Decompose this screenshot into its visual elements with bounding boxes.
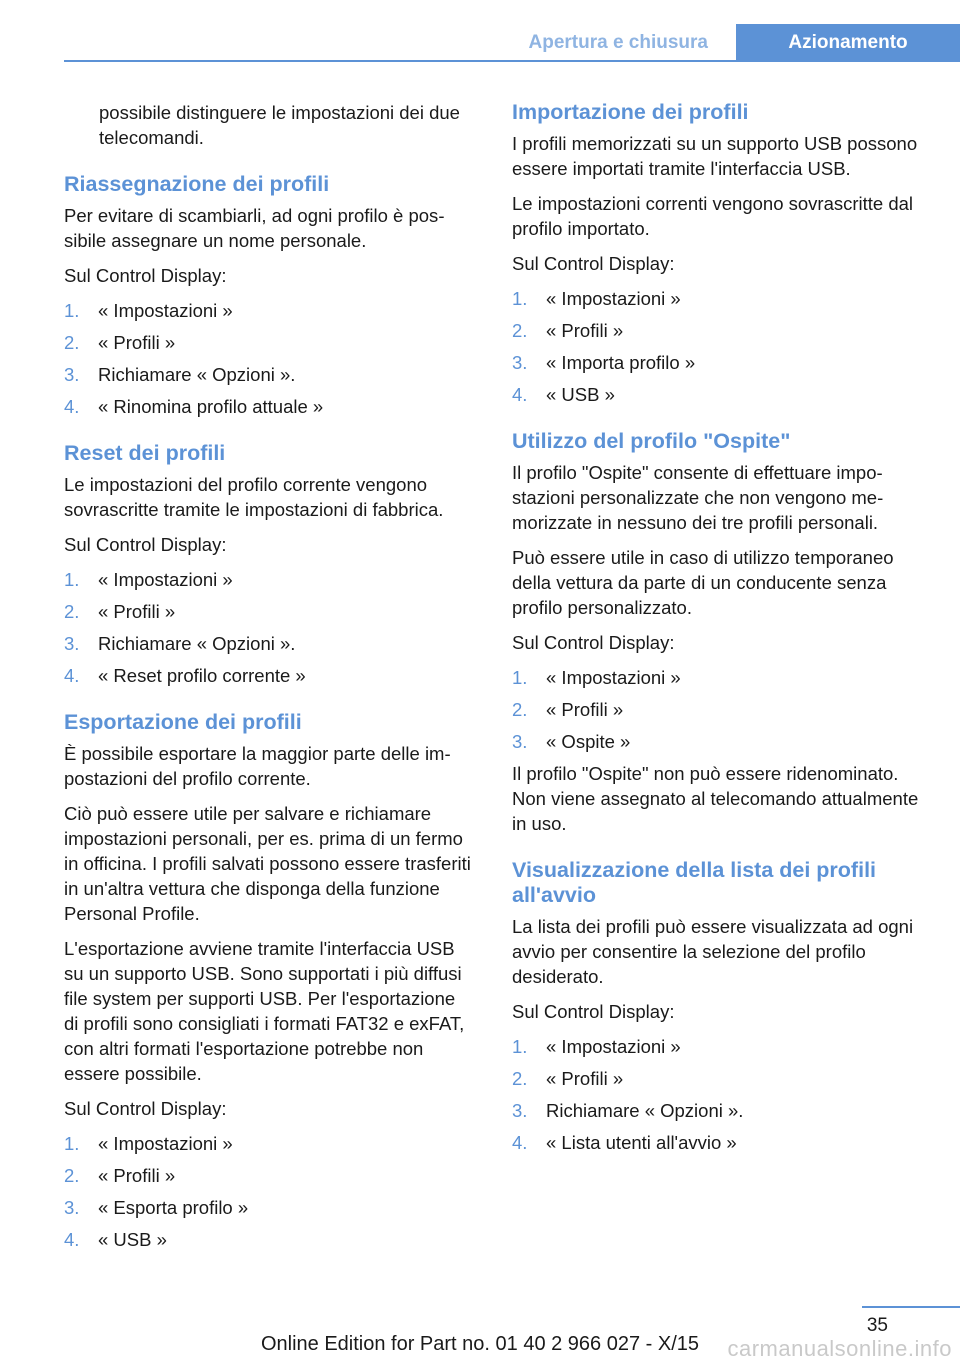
- list-item: [512, 318, 922, 343]
- edition-note: Online Edition for Part no. 01 40 2 966 027 - X/15: [260, 1333, 700, 1355]
- list-item: [64, 394, 474, 419]
- step-text: « Reset profilo corrente »: [98, 665, 306, 686]
- import-paragraph-2: Le impostazioni correnti vengono sovrascritte dal profilo importato.: [512, 193, 914, 239]
- startup-list-heading: Visualizzazione della lista dei profili all'avvio: [512, 858, 877, 907]
- export-paragraph-2: Ciò può essere utile per salvare e richiamare impostazioni personali, per es. prima di un fermo in officina. I profili salvati possono essere trasferiti in un'altra vettura che disponga della funzione Personal Profile.: [64, 803, 471, 924]
- rename-heading: Riassegnazione dei profili: [64, 172, 330, 196]
- guest-paragraph-1: Il profilo "Ospite" consente di effettuare impostazioni personalizzate che non vengono memorizzate in nessuno dei tre profili personali.: [512, 462, 884, 533]
- step-number: 2.: [512, 1068, 528, 1089]
- export-paragraph-3: L'esportazione avviene tramite l'interfaccia USB su un supporto USB. Sono supportati i più diffusi file system per supporti USB. Per l'esportazione di profili sono consigliati i formati FAT32 e exFAT, con altri formati l'esportazione potrebbe non essere possibile.: [64, 938, 465, 1084]
- export-paragraph-1: È possibile esportare la maggior parte delle impostazioni del profilo corrente.: [64, 743, 451, 789]
- page-header: [64, 24, 960, 62]
- step-number: 3.: [512, 1100, 528, 1121]
- right-column: [512, 100, 922, 1169]
- step-text: « Esporta profilo »: [98, 1197, 249, 1218]
- list-item: [64, 663, 474, 688]
- step-number: 4.: [512, 1132, 528, 1153]
- import-paragraph-1: I profili memorizzati su un supporto USB possono essere importati tramite l'interfaccia USB.: [512, 133, 918, 179]
- step-text: « Rinomina profilo attuale »: [98, 396, 324, 417]
- import-lead: Sul Control Display:: [512, 253, 675, 274]
- step-text: « Lista utenti all'avvio »: [546, 1132, 737, 1153]
- step-text: Richiamare « Opzioni ».: [546, 1100, 744, 1121]
- list-item: [512, 697, 922, 722]
- step-number: 3.: [512, 731, 528, 752]
- step-text: « Importa profilo »: [546, 352, 696, 373]
- step-text: « Profili »: [98, 1165, 176, 1186]
- step-number: 3.: [64, 633, 80, 654]
- list-item: [64, 1131, 474, 1156]
- step-number: 1.: [64, 300, 80, 321]
- step-number: 1.: [64, 1133, 80, 1154]
- step-number: 1.: [512, 288, 528, 309]
- list-item: [64, 1163, 474, 1188]
- list-item: [64, 567, 474, 592]
- reset-body: Le impostazioni del profilo corrente vengono sovrascritte tramite le impostazioni di fabbrica.: [64, 474, 444, 520]
- list-item: [512, 1130, 922, 1155]
- step-number: 4.: [512, 384, 528, 405]
- step-number: 2.: [512, 320, 528, 341]
- import-heading: Importazione dei profili: [512, 100, 749, 124]
- step-text: Richiamare « Opzioni ».: [98, 633, 296, 654]
- list-item: [64, 1227, 474, 1252]
- step-text: « Impostazioni »: [98, 300, 233, 321]
- step-number: 3.: [512, 352, 528, 373]
- intro-text: possibile distinguere le impostazioni dei due telecomandi.: [99, 102, 460, 148]
- list-item: [64, 362, 474, 387]
- export-lead: Sul Control Display:: [64, 1098, 227, 1119]
- step-number: 2.: [64, 1165, 80, 1186]
- list-item: [512, 286, 922, 311]
- list-item: [64, 298, 474, 323]
- list-item: [512, 382, 922, 407]
- startup-list-steps: [512, 1034, 922, 1155]
- watermark: carmanualsonline.info: [727, 1336, 952, 1361]
- header-rule: [64, 60, 960, 62]
- export-heading: Esportazione dei profili: [64, 710, 302, 734]
- step-text: « Profili »: [546, 1068, 624, 1089]
- step-text: « USB »: [98, 1229, 167, 1250]
- guest-steps: [512, 665, 922, 754]
- list-item: [512, 1034, 922, 1059]
- list-item: [64, 330, 474, 355]
- left-column: [64, 100, 474, 1266]
- rename-lead: Sul Control Display:: [64, 265, 227, 286]
- step-text: « Impostazioni »: [546, 667, 681, 688]
- step-number: 1.: [512, 667, 528, 688]
- step-text: « Impostazioni »: [98, 569, 233, 590]
- step-text: « Profili »: [98, 601, 176, 622]
- step-text: Richiamare « Opzioni ».: [98, 364, 296, 385]
- rename-body: Per evitare di scambiarli, ad ogni profilo è possibile assegnare un nome personale.: [64, 205, 445, 251]
- guest-lead: Sul Control Display:: [512, 632, 675, 653]
- step-text: « Impostazioni »: [98, 1133, 233, 1154]
- reset-lead: Sul Control Display:: [64, 534, 227, 555]
- step-text: « USB »: [546, 384, 615, 405]
- page-number: 35: [866, 1315, 888, 1336]
- list-item: [512, 665, 922, 690]
- step-text: « Profili »: [98, 332, 176, 353]
- section-tab-previous: Apertura e chiusura: [528, 32, 708, 53]
- import-steps: [512, 286, 922, 407]
- footer-rule: [862, 1306, 960, 1308]
- guest-heading: Utilizzo del profilo "Ospite": [512, 429, 791, 453]
- startup-list-lead: Sul Control Display:: [512, 1001, 675, 1022]
- step-number: 2.: [64, 332, 80, 353]
- rename-steps: [64, 298, 474, 419]
- list-item: [512, 1066, 922, 1091]
- section-tab-active: Azionamento: [736, 24, 960, 62]
- guest-note: Il profilo "Ospite" non può essere ridenominato. Non viene assegnato al telecomando attualmente in uso.: [512, 763, 919, 834]
- list-item: [512, 350, 922, 375]
- step-text: « Impostazioni »: [546, 1036, 681, 1057]
- startup-list-paragraph: La lista dei profili può essere visualizzata ad ogni avvio per consentire la selezione del profilo desiderato.: [512, 916, 914, 987]
- step-number: 1.: [64, 569, 80, 590]
- list-item: [512, 729, 922, 754]
- export-steps: [64, 1131, 474, 1252]
- guest-paragraph-2: Può essere utile in caso di utilizzo temporaneo della vettura da parte di un conducente senza profilo personalizzato.: [512, 547, 894, 618]
- step-text: « Profili »: [546, 699, 624, 720]
- step-number: 4.: [64, 1229, 80, 1250]
- list-item: [64, 631, 474, 656]
- reset-heading: Reset dei profili: [64, 441, 226, 465]
- list-item: [64, 599, 474, 624]
- step-number: 2.: [64, 601, 80, 622]
- step-text: « Ospite »: [546, 731, 631, 752]
- list-item: [512, 1098, 922, 1123]
- step-number: 3.: [64, 1197, 80, 1218]
- step-number: 1.: [512, 1036, 528, 1057]
- step-text: « Profili »: [546, 320, 624, 341]
- step-number: 4.: [64, 665, 80, 686]
- list-item: [64, 1195, 474, 1220]
- step-number: 2.: [512, 699, 528, 720]
- step-number: 3.: [64, 364, 80, 385]
- reset-steps: [64, 567, 474, 688]
- step-number: 4.: [64, 396, 80, 417]
- step-text: « Impostazioni »: [546, 288, 681, 309]
